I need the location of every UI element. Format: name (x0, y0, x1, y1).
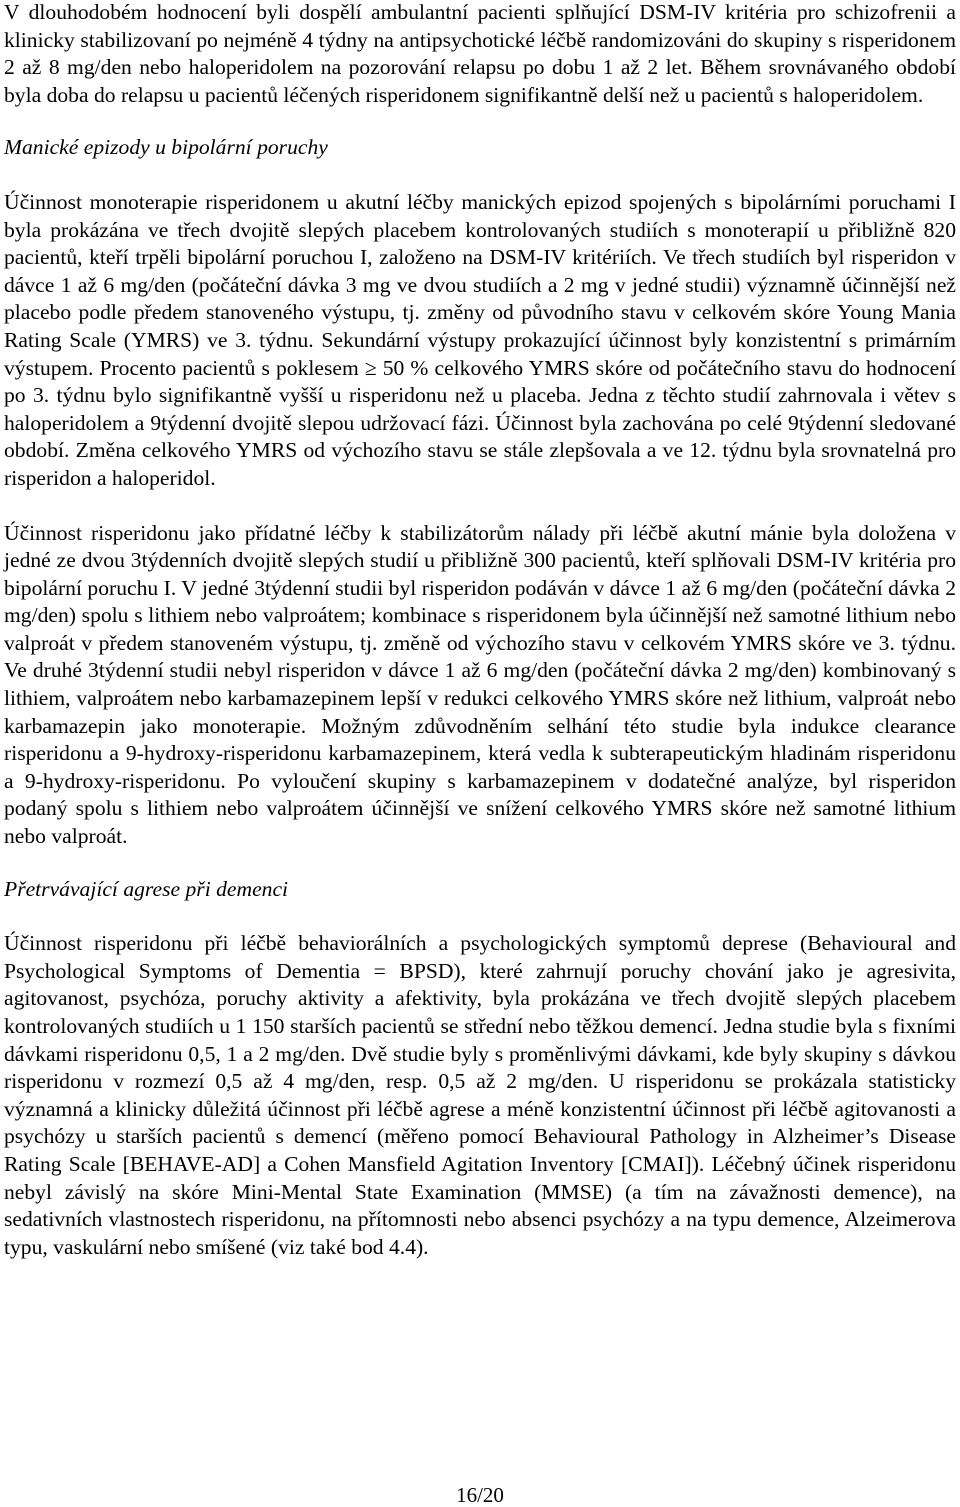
paragraph-long-term-evaluation: V dlouhodobém hodnocení byli dospělí ambulantní pacienti splňující DSM-IV kritéria pro schizofrenii a klinicky stabilizovaní po nejméně 4 týdny na antipsychotické léčbě randomizováni do skupiny s risperidonem 2 až 8 mg/den nebo haloperidolem na pozorování relapsu po dobu 1 až 2 let. Během srovnávaného období byla doba do relapsu u pacientů léčených risperidonem signifikantně delší než u pacientů s haloperidolem. (4, 0, 956, 107)
section-heading-manic-episodes: Manické epizody u bipolární poruchy (4, 135, 328, 160)
paragraph-adjunctive-therapy: Účinnost risperidonu jako přídatné léčby k stabilizátorům nálady při léčbě akutní mánie byla doložena v jedné ze dvou 3týdenních dvojitě slepých studií u přibližně 300 pacientů, kteří splňovali DSM-IV kritéria pro bipolární poruchu I. V jedné 3týdenní studii byl risperidon podáván v dávce 1 až 6 mg/den (počáteční dávka 2 mg/den) spolu s lithiem nebo valproátem; kombinace s risperidonem byla účinnější než samotné lithium nebo valproát v předem stanoveném výstupu, tj. změně od výchozího stavu v celkovém YMRS skóre ve 3. týdnu. Ve druhé 3týdenní studii nebyl risperidon v dávce 1 až 6 mg/den (počáteční dávka 2 mg/den) kombinovaný s lithiem, valproátem nebo karbamazepinem lepší v redukci celkového YMRS skóre než lithium, valproát nebo karbamazepin jako monoterapie. Možným zdůvodněním selhání této studie byla indukce clearance risperidonu a 9-hydroxy-risperidonu karbamazepinem, která vedla k subterapeutickým hladinám risperidonu a 9-hydroxy-risperidonu. Po vyloučení skupiny s karbamazepinem v dodatečné analýze, byl risperidon podaný spolu s lithiem nebo valproátem účinnější ve snížení celkového YMRS skóre než samotné lithium nebo valproát. (4, 520, 956, 849)
document-page (4, 0, 956, 1261)
page-number: 16/20 (456, 1483, 504, 1507)
paragraph-monotherapy: Účinnost monoterapie risperidonem u akutní léčby manických epizod spojených s bipolárními poruchami I byla prokázána ve třech dvojitě slepých placebem kontrolovaných studiích s monoterapií u přibližně 820 pacientů, kteří trpěli bipolární poruchou I, založeno na DSM-IV kritériích. Ve třech studiích byl risperidon v dávce 1 až 6 mg/den (počáteční dávka 3 mg ve dvou studiích a 2 mg v jedné studii) významně účinnější než placebo podle předem stanoveného výstupu, tj. změny od původního stavu v celkovém skóre Young Mania Rating Scale (YMRS) ve 3. týdnu. Sekundární výstupy prokazující účinnost byly konzistentní s primárním výstupem. Procento pacientů s poklesem ≥ 50 % celkového YMRS skóre od počátečního stavu do hodnocení po 3. týdnu bylo signifikantně vyšší u risperidonu než u placeba. Jedna z těchto studií zahrnovala i větev s haloperidolem a 9týdenní dvojitě slepou udržovací fázi. Účinnost byla zachována po celé 9týdenní sledované období. Změna celkového YMRS od výchozího stavu se stále zlepšovala a ve 12. týdnu byla srovnatelná pro risperidon a haloperidol. (4, 189, 956, 490)
section-heading-dementia-aggression: Přetrvávající agrese při demenci (4, 876, 289, 901)
paragraph-dementia: Účinnost risperidonu při léčbě behaviorálních a psychologických symptomů deprese (Behavioural and Psychological Symptoms of Dementia = BPSD), které zahrnují poruchy chování jako je agresivita, agitovanost, psychóza, poruchy aktivity a afektivity, byla prokázána ve třech dvojitě slepých placebem kontrolovaných studiích u 1 150 starších pacientů se střední nebo těžkou demencí. Jedna studie byla s fixními dávkami risperidonu 0,5, 1 a 2 mg/den. Dvě studie byly s proměnlivými dávkami, kde byly skupiny s dávkou risperidonu v rozmezí 0,5 až 4 mg/den, resp. 0,5 až 2 mg/den. U risperidonu se prokázala statisticky významná a klinicky důležitá účinnost při léčbě agrese a méně konzistentní účinnost při léčbě agitovanosti a psychózy u starších pacientů s demencí (měřeno pomocí Behavioural Pathology in Alzheimer’s Disease Rating Scale [BEHAVE-AD] a Cohen Mansfield Agitation Inventory [CMAI]). Léčebný účinek risperidonu nebyl závislý na skóre Mini-Mental State Examination (MMSE) (a tím na závažnosti demence), na sedativních vlastnostech risperidonu, na přítomnosti nebo absenci psychózy a na typu demence, Alzeimerova typu, vaskulární nebo smíšené (viz také bod 4.4). (4, 931, 956, 1259)
